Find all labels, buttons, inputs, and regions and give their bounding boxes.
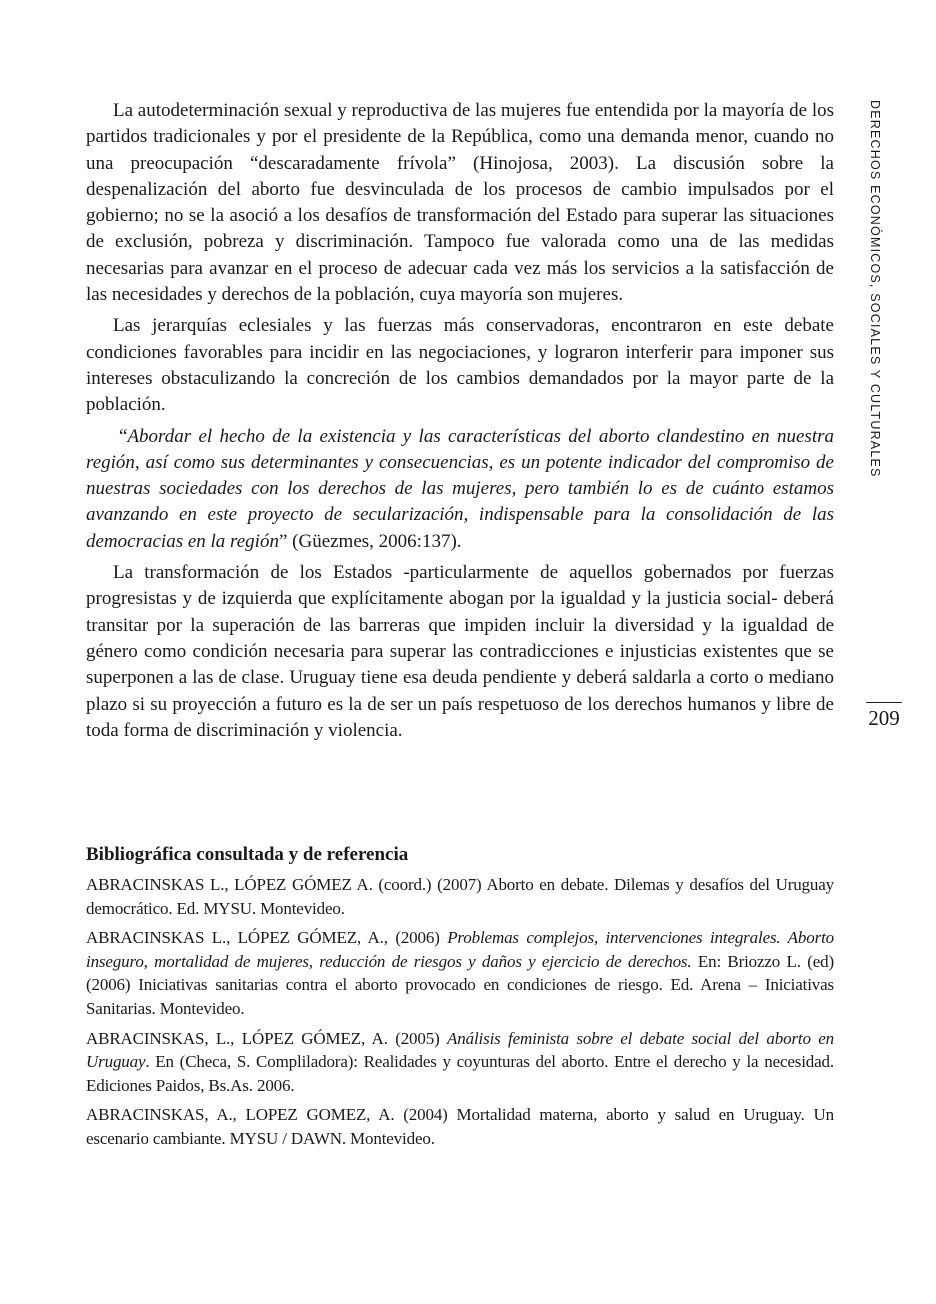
entry-text: ABRACINSKAS L., LÓPEZ GÓMEZ, A., (2006): [86, 928, 448, 948]
main-text: [86, 98, 834, 749]
entry-text-tail: . En (Checa, S. Compliladora): Realidades y coyunturas del aborto. Entre el derecho y la necesidad. Ediciones Paidos, Bs.As. 2006.: [86, 1052, 834, 1095]
quote-text: Abordar el hecho de la existencia y las características del aborto clandestino en nuestra región, así como sus determinantes y consecuencias, es un potente indicador del compromiso de nuestras sociedades con los derechos de las mujeres, pero también lo es de cuánto estamos avanzando en este proyecto de secularización, indispensable para la consolidación de las democracias en la región: [86, 425, 834, 552]
quote-citation: (Güezmes, 2006:137).: [287, 530, 462, 552]
entry-text-tail: En: Briozzo L. (ed) (2006) Iniciativas sanitarias contra el aborto provocado en condiciones de riesgo. Ed. Arena – Iniciativas Sanitarias. Montevideo.: [86, 951, 834, 1018]
paragraph-1: La autodeterminación sexual y reproductiva de las mujeres fue entendida por la mayoría de los partidos tradicionales y por el presidente de la República, como una demanda menor, cuando no una preocupación “descaradamente frívola” (Hinojosa, 2003). La discusión sobre la despenalización del aborto fue desvinculada de los procesos de cambio impulsados por el gobierno; no se la asoció a los desafíos de transformación del Estado para superar las situaciones de exclusión, pobreza y discriminación. Tampoco fue valorada como una de las medidas necesarias para avanzar en el proceso de adecuar cada vez más los servicios a la satisfacción de las necesidades y derechos de la población, cuya mayoría son mujeres.: [86, 100, 834, 306]
bibliography-entry: [86, 926, 834, 1020]
page-number: 209: [868, 706, 900, 730]
bibliography-entry: [86, 1103, 834, 1150]
entry-text: ABRACINSKAS L., LÓPEZ GÓMEZ A. (coord.) (2007) Aborto en debate. Dilemas y desafíos del Uruguay democrático. Ed. MYSU. Montevideo.: [86, 875, 834, 918]
bibliography-heading: Bibliográfica consultada y de referencia: [86, 844, 409, 865]
bibliography-entry: [86, 1027, 834, 1098]
quote-close-mark: ”: [278, 530, 288, 552]
entry-text: ABRACINSKAS, A., LOPEZ GOMEZ, A. (2004) Mortalidad materna, aborto y salud en Uruguay. Un escenario cambiante. MYSU / DAWN. Montevideo.: [86, 1105, 834, 1148]
running-head-text: DERECHOS ECONÓMICOS, SOCIALES Y CULTURALES: [868, 100, 882, 478]
entry-text: ABRACINSKAS, L., LÓPEZ GÓMEZ, A. (2005): [86, 1028, 448, 1048]
running-head: [860, 100, 890, 478]
quote-open-mark: “: [119, 425, 128, 447]
paragraph-2: Las jerarquías eclesiales y las fuerzas más conservadoras, encontraron en este debate condiciones favorables para incidir en las negociaciones, y lograron interferir para imponer sus intereses obstaculizando la concreción de los cambios demandados por la mayor parte de la población.: [86, 315, 834, 416]
entry-title: Problemas complejos, intervenciones integrales. Aborto inseguro, mortalidad de mujeres, reducción de riesgos y daños y ejercicio de derechos.: [86, 928, 834, 971]
bibliography-section: [86, 842, 834, 1157]
entry-title: Análisis feminista sobre el debate social del aborto en Uruguay: [86, 1028, 834, 1072]
quote-paragraph: [86, 424, 834, 555]
bibliography-entry: [86, 873, 834, 920]
paragraph-3: La transformación de los Estados -particularmente de aquellos gobernados por fuerzas progresistas y de izquierda que explícitamente abogan por la igualdad y la justicia social- deberá transitar por la superación de las barreras que impiden incluir la diversidad y la igualdad de género como condición necesaria para superar las contradicciones e injusticias existentes que se superponen a las de clase. Uruguay tiene esa deuda pendiente y deberá saldarla a corto o mediano plazo si su proyección a futuro es la de ser un país respetuoso de los derechos humanos y libre de toda forma de discriminación y violencia.: [86, 562, 834, 741]
page-number-rule: [866, 702, 902, 703]
